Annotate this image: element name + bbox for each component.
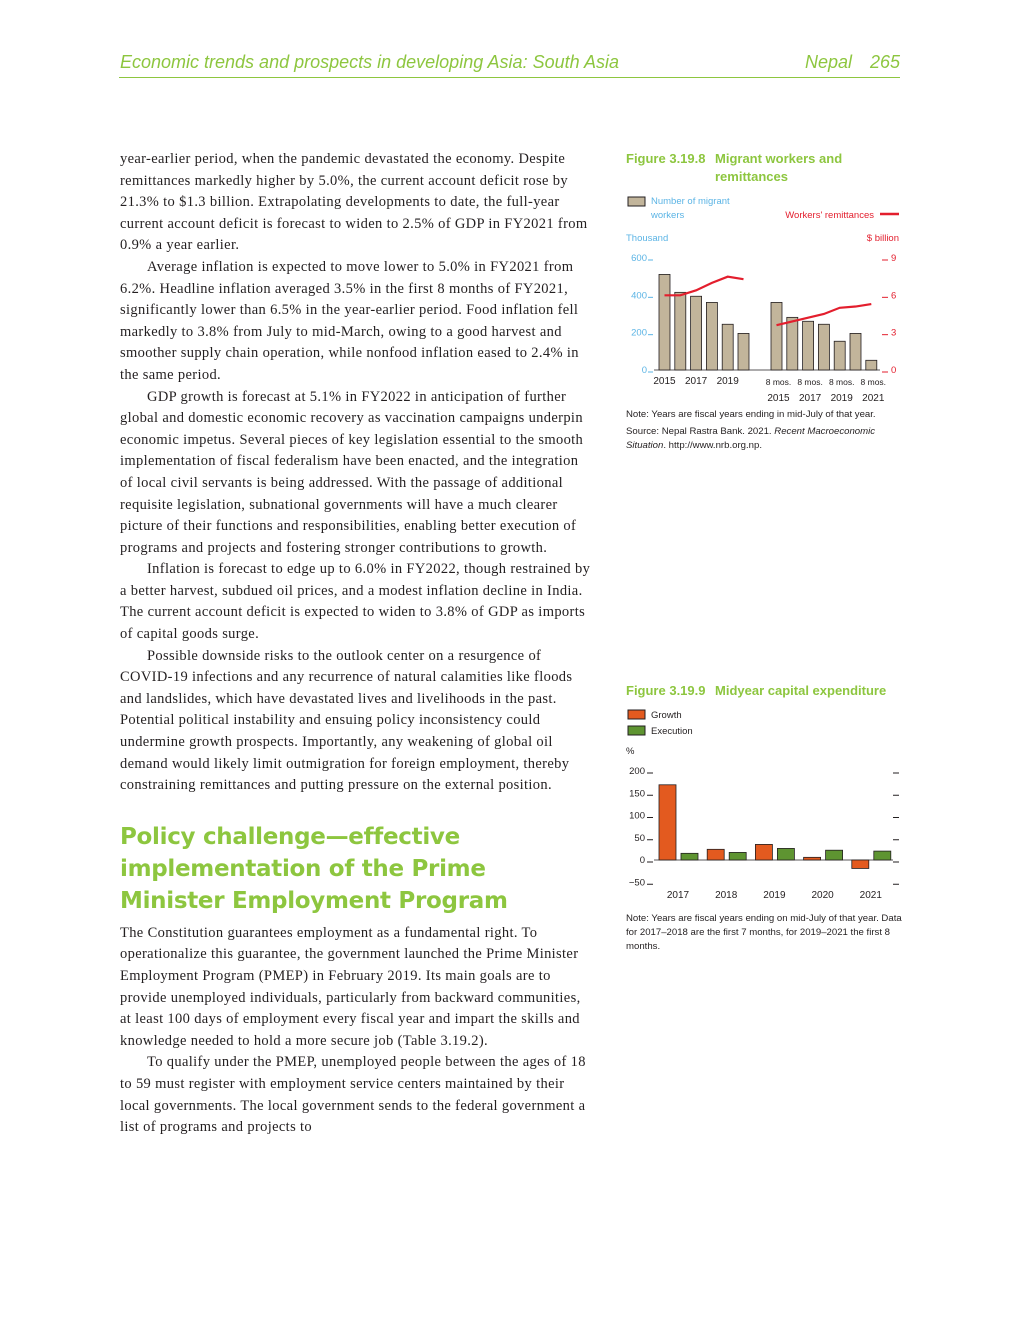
body-paragraph: Inflation is forecast to edge up to 6.0% in FY2022, though restrained by a better harvest, subdued oil prices, and a modest inflation decline in India. The current account deficit is expected to widen to 3.8% of GDP as imports of capital goods surge. [120,561,591,643]
y-axis-label: % [626,746,635,757]
bar-migrant-workers [834,341,845,370]
bar-migrant-workers [866,360,877,370]
bar-growth [707,849,724,860]
figure2-note: Note: Years are fiscal years ending on mid-July of that year. Data for 2017–2018 are the first 7 months, for 2019–2021 the first 8 months. [626,913,902,952]
figure-source [626,425,906,453]
x-tick-label: 2019 [830,393,853,404]
header-rule [119,77,900,78]
y-tick-label: −50 [628,877,645,889]
x-tick-label: 2021 [862,393,885,404]
source-title: Recent Macroeconomic Situation [626,426,876,451]
bar-execution [777,848,794,860]
bar-migrant-workers [818,324,829,370]
legend-label-growth: Growth [651,710,682,721]
bar-migrant-workers [850,333,861,370]
section-heading: Policy challenge—effective implementation of the Prime Minister Employment Program [120,823,508,914]
source-suffix: . http://www.nrb.org.np. [663,440,762,451]
x-tick-label-period: 8 mos. [828,377,855,387]
x-tick-label: 2017 [666,890,690,901]
body-paragraph: The Constitution guarantees employment as a fundamental right. To operationalize this guarantee, the government launched the Prime Minister Employment Program (PMEP) in February 2019. Its main goals are to provide unemployed individuals, particularly from backward communities, at least 100 days of employment every fiscal year and impart the skills and knowledge needed to hold a more secure job (Table 3.19.2). [120,924,581,1049]
migrant-remittance-chart [620,190,910,410]
right-tick-label: 3 [891,327,897,339]
bar-migrant-workers [691,296,702,370]
y-tick-label: 0 [639,855,645,866]
body-paragraph: year-earlier period, when the pandemic devastated the economy. Despite remittances markedly higher by 5.0%, the current account deficit rose by 21.3% to $1.3 billion. Extrapolating developments to date, the full-year current account deficit is forecast to widen to 2.5% of GDP in FY2021 from 0.9% a year earlier. [120,151,588,254]
figure-migrant-workers [626,150,906,186]
x-tick-label-period: 8 mos. [797,377,823,387]
body-paragraph: Possible downside risks to the outlook center on a resurgence of COVID-19 infections and any recurrence of natural calamities like floods and landslides, which have devastated lives and livelihoods in the past. Potential political instability and ensuing policy inconsistency could undermine growth prospects. Importantly, any weakening of global oil demand would likely limit outmigration for foreign employment, thereby constraining remittances and putting pressure on the external position. [120,647,573,794]
figure-caption: Migrant workers and remittances [715,151,843,184]
left-tick-label: 400 [631,290,647,302]
body-paragraph: GDP growth is forecast at 5.1% in FY2022 in anticipation of further global and domestic economic recovery as vaccination campaigns underpin economic impetus. Several pieces of key legislation essential to the smooth implementation of fiscal federalism have been enacted, and the integration of local civil servants is being addressed. With the passage of additional requisite legislation, subnational governments will have a much clearer picture of their functions and responsibilities, enabling better execution of programs and projects and fostering stronger contributions to growth. [120,388,584,556]
legend-label-line: Workers' remittances [785,210,874,221]
body-column [120,149,592,1139]
bar-migrant-workers [803,321,814,370]
right-tick-label: 0 [891,365,897,376]
bar-execution [729,852,746,860]
x-tick-label: 2020 [811,890,834,901]
x-tick-label: 2017 [684,376,708,387]
figure-caption: Midyear capital expenditure [715,683,887,698]
legend-swatch-growth [628,710,645,719]
bar-migrant-workers [659,274,670,370]
y-tick-label: 50 [634,832,645,844]
x-tick-label: 2015 [653,376,676,387]
x-tick-label: 2019 [716,376,739,387]
bar-migrant-workers [771,302,782,370]
bar-growth [852,860,869,868]
bar-migrant-workers [675,292,686,370]
x-tick-label: 2017 [798,393,822,404]
figure1-notes [626,408,906,453]
y-tick-label: 150 [629,788,645,800]
body-paragraph: To qualify under the PMEP, unemployed people between the ages of 18 to 59 must register with employment service centers maintained by their local governments. The local government sends to the federal government a list of programs and projects to [120,1054,586,1136]
y-tick-label: 200 [629,766,645,777]
page-number: 265 [870,52,901,72]
country-label: Nepal [805,52,853,72]
bar-execution [874,851,891,860]
source-prefix: Source: Nepal Rastra Bank. 2021. [626,426,775,437]
bar-migrant-workers [706,302,717,370]
figure-capital-expenditure [626,682,906,700]
x-tick-label: 2019 [763,890,786,901]
right-tick-label: 6 [891,290,897,302]
left-tick-label: 200 [631,327,647,339]
legend-label-bars: Number of migrant [651,196,730,207]
line-remittances [777,304,872,325]
left-tick-label: 600 [631,253,647,264]
x-tick-label-period: 8 mos. [860,377,887,387]
figure-title [626,682,906,700]
figure-number: Figure 3.19.8 [626,151,706,166]
y-tick-label: 100 [629,810,645,822]
figure-title [626,150,906,186]
right-axis-label: $ billion [866,233,899,244]
x-tick-label-period: 8 mos. [765,377,792,387]
x-tick-label: 2018 [715,890,738,901]
body-paragraph: Average inflation is expected to move lower to 5.0% in FY2021 from 6.2%. Headline inflation averaged 3.5% in the first 8 months of FY2021, significantly lower than 6.5% in the year-earlier period. Food inflation fell markedly to 3.8% from July to mid-March, owing to a good harvest and smoother supply chain operation, while nonfood inflation eased to 2.4% in the same period. [120,258,579,383]
legend-swatch-execution [628,726,645,735]
x-tick-label: 2021 [859,890,882,901]
left-tick-label: 0 [641,365,647,376]
right-tick-label: 9 [891,253,897,264]
legend-swatch-bars [628,197,645,206]
bar-growth [804,857,821,860]
legend-label-execution: Execution [651,726,693,737]
x-tick-label: 2015 [767,393,790,404]
bar-migrant-workers [738,333,749,370]
figure-number: Figure 3.19.9 [626,683,706,698]
bar-migrant-workers [722,324,733,370]
left-axis-label: Thousand [626,233,669,244]
running-title: Economic trends and prospects in developing Asia: South Asia [120,52,619,72]
bar-execution [681,853,698,860]
bar-execution [826,850,843,860]
capital-expenditure-chart [620,700,910,910]
bar-migrant-workers [787,317,798,370]
bar-growth [659,785,676,860]
legend-label-bars-cont: workers [651,210,685,221]
bar-growth [755,844,772,860]
figure-note: Note: Years are fiscal years ending in mid-July of that year. [626,409,876,420]
